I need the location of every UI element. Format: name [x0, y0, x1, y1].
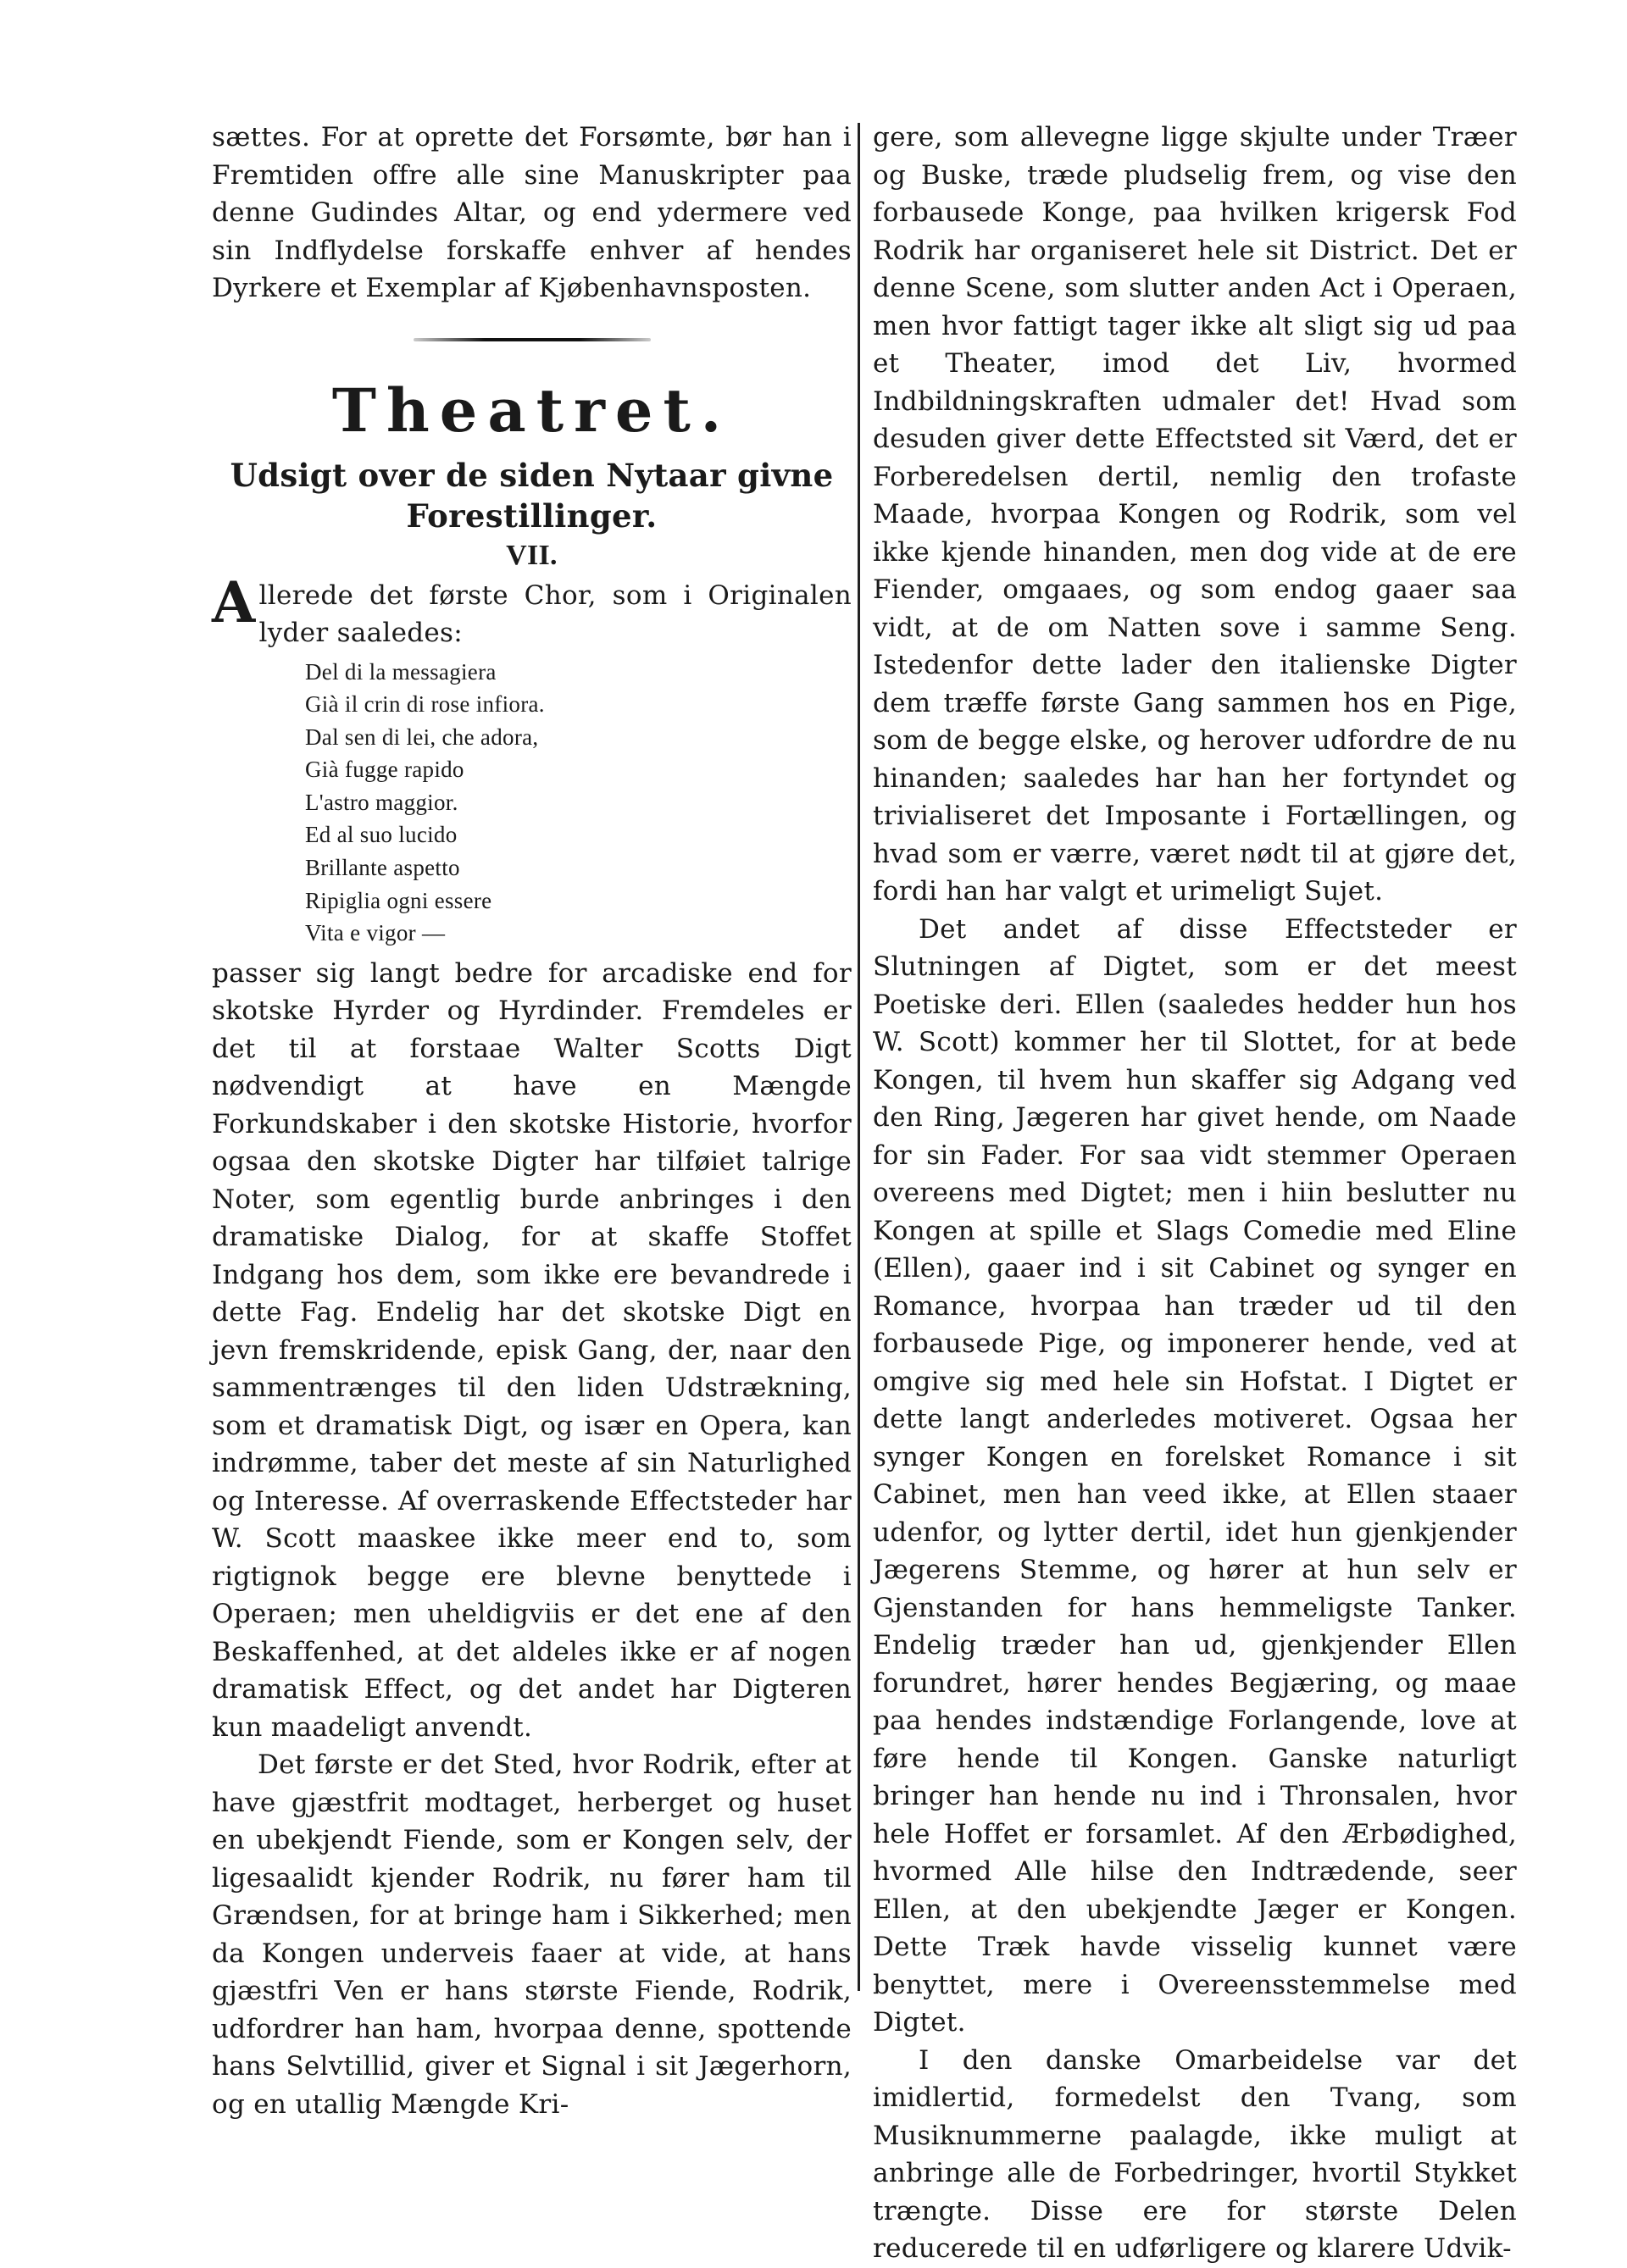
- section-number: VII.: [506, 539, 558, 571]
- italian-verse: [305, 656, 852, 950]
- intro-paragraph: sættes. For at oprette det Forsømte, bør han i Fremtiden offre alle sine Manuskripter paa denne Gudindes Altar, og end ydermere ved sin Indflydelse forskaffe enhver af hendes Dyrkere et Exemplar af Kjøbenhavnsposten.: [212, 122, 852, 303]
- column-divider: [858, 123, 860, 1991]
- verse-line: Ripiglia ogni essere: [305, 887, 492, 913]
- subheading: Udsigt over de siden Nytaar givne Forestillinger.: [230, 456, 834, 535]
- verse-line: Già fugge rapido: [305, 757, 464, 783]
- continuation-paragraph: gere, som allevegne ligge skjulte under Træer og Buske, træde pludselig frem, og vise den forbausede Konge, paa hvilken krigersk Fod Rodrik har organiseret hele sit District. Det er denne Scene, som slutter anden Act i Operaen, men hvor fattigt tager ikke alt sligt sig ud paa et Theater, imod det Liv, hvormed Indbildningskraften udmaler det! Hvad som desuden giver dette Effectsted sit Værd, det er Forberedelsen dertil, nemlig den trofaste Maade, hvorpaa Kongen og Rodrik, som vel ikke kjende hinanden, men dog vide at de ere Fiender, omgaaes, og som endog gaaer saa vidt, at de om Natten sove i samme Seng. Istedenfor dette lader den italienske Digter dem træffe første Gang sammen hos en Pige, som de begge elske, og herover udfordre de nu hinanden; saaledes har han her fortyndet og trivialiseret det Imposante i Fortællingen, og hvad som er værre, været nødt til at gjøre det, fordi han har valgt et urimeligt Sujet.: [873, 122, 1517, 907]
- right-column: [873, 119, 1517, 2268]
- verse-line: Già il crin di rose infiora.: [305, 691, 545, 718]
- section-rule: [414, 338, 651, 341]
- paragraph-second-effect: Det andet af disse Effectsteder er Slutningen af Digtet, som er det meest Poetiske deri. Ellen (saaledes hedder hun hos W. Scott) kommer her til Slottet, for at bede Kongen, til hvem hun skaffer sig Adgang ved den Ring, Jægeren har givet hende, om Naade for sin Fader. For saa vidt stemmer Operaen overeens med Digtet; men i hiin beslutter nu Kongen at spille et Slags Comedie med Eline (Ellen), gaaer ind i sit Cabinet og synger en Romance, hvorpaa han træder ud til den forbausede Pige, og imponerer hende, ved at omgive sig med hele sin Hofstat. I Digtet er dette langt anderledes motiveret. Ogsaa her synger Kongen en forelsket Romance i sit Cabinet, men han veed ikke, at Ellen staaer udenfor, og lytter dertil, idet hun gjenkjender Jægerens Stemme, og hører at hun selv er Gjenstanden for hans hemmeligste Tanker. Endelig træder han ud, gjenkjender Ellen forundret, hører hendes Begjæring, og maae paa hendes indstændige Forlangende, love at føre hende til Kongen. Ganske naturligt bringer han hende nu ind i Thronsalen, hvor hele Hoffet er forsamlet. Af den Ærbødighed, hvormed Alle hilse den Indtrædende, seer Ellen, at den ubekjendte Jæger er Kongen. Dette Træk havde visselig kunnet være benyttet, mere i Overeensstemmelse med Digtet.: [873, 913, 1517, 2038]
- verse-line: Dal sen di lei, che adora,: [305, 724, 539, 750]
- opening-paragraph: Allerede det første Chor, som i Originalen lyder saaledes:: [212, 568, 852, 648]
- headline: Theatret.: [331, 374, 732, 446]
- verse-line: Del di la messagiera: [305, 658, 497, 685]
- paragraph-first-effect: Det første er det Sted, hvor Rodrik, efter at have gjæstfrit modtaget, herberget og huset en ubekjendt Fiende, som er Kongen selv, der ligesaalidt kjender Rodrik, nu fører ham til Grændsen, for at bringe ham i Sikkerhed; men da Kongen underveis faaer at vide, at hans gjæstfri Ven er hans største Fiende, Rodrik, udfordrer han ham, hvorpaa denne, spottende hans Selvtillid, giver et Signal i sit Jægerhorn, og en utallig Mængde Kri-: [212, 1750, 852, 2120]
- paragraph-after-verse: passer sig langt bedre for arcadiske end for skotske Hyrder og Hyrdinder. Fremdeles er det til at forstaae Walter Scotts Digt nødvendigt at have en Mængde Forkundskaber i den skotske Historie, hvorfor ogsaa den skotske Digter har tilføiet talrige Noter, som egentlig burde anbringes i den dramatiske Dialog, for at skaffe Stoffet Indgang hos dem, som ikke ere bevandrede i dette Fag. Endelig har det skotske Digt en jevn fremskridende, episk Gang, der, naar den sammentrænges til den liden Udstrækning, som et dramatisk Digt, og især en Opera, kan indrømme, taber det meste af sin Naturlighed og Interesse. Af overraskende Effectsteder har W. Scott maaskee ikke meer end to, som rigtignok begge ere blevne benyttede i Operaen; men uheldigviis er det ene af den Beskaffenhed, at det aldeles ikke er af nogen dramatisk Effect, og det andet har Digteren kun maadeligt anvendt.: [212, 957, 852, 1743]
- verse-line: Ed al suo lucido: [305, 822, 458, 848]
- paragraph-danish-adaptation: I den danske Omarbeidelse var det imidlertid, formedelst den Tvang, som Musiknummerne paalagde, ikke muligt at anbringe alle de Forbedringer, hvortil Stykket trængte. Disse ere for største Delen reducerede til en udførligere og klarere Udvik-: [873, 2044, 1517, 2264]
- verse-line: L'astro maggior.: [305, 789, 458, 815]
- left-column: [212, 119, 852, 2123]
- verse-line: Vita e vigor —: [305, 920, 446, 946]
- verse-line: Brillante aspetto: [305, 855, 460, 881]
